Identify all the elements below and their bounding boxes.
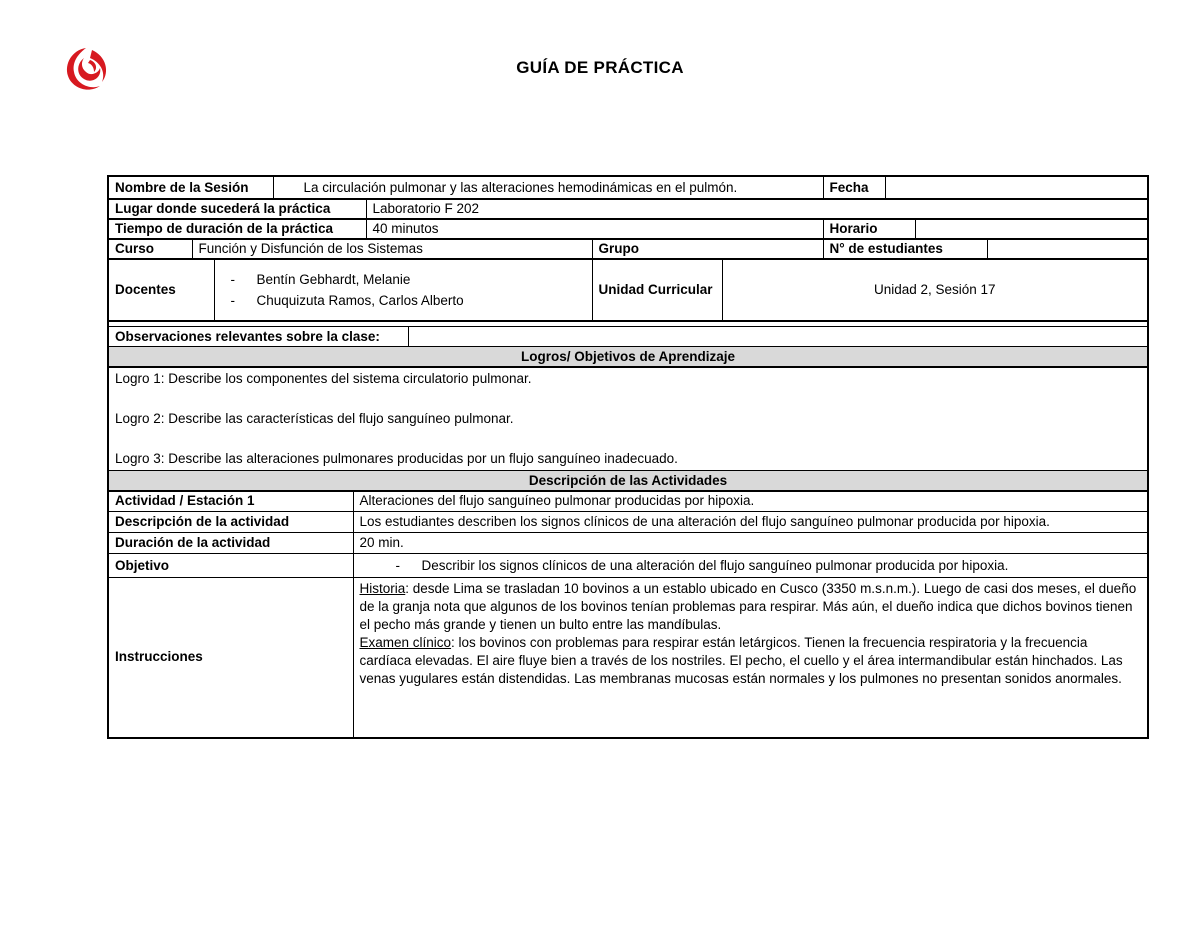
exam-label: Examen clínico bbox=[359, 635, 452, 650]
students-value bbox=[987, 238, 1148, 259]
place-value: Laboratorio F 202 bbox=[366, 198, 1148, 219]
activities-heading-row bbox=[107, 470, 1149, 492]
goal-label: Logro 2: bbox=[115, 411, 165, 426]
teacher-item: - Chuquizuta Ramos, Carlos Alberto bbox=[221, 290, 586, 311]
session-name-label: Nombre de la Sesión bbox=[108, 176, 273, 199]
course-label: Curso bbox=[108, 238, 192, 259]
duration-value: 40 minutos bbox=[366, 218, 823, 239]
teacher-item: - Bentín Gebhardt, Melanie bbox=[221, 269, 586, 290]
instructions-label: Instrucciones bbox=[108, 578, 353, 738]
teachers-list-cell bbox=[214, 258, 592, 321]
goals-row bbox=[107, 366, 1149, 472]
goal-item bbox=[115, 409, 1141, 429]
teachers-list bbox=[221, 269, 586, 311]
place-row bbox=[107, 198, 1149, 220]
teachers-label: Docentes bbox=[108, 258, 214, 321]
goals-heading-row bbox=[107, 346, 1149, 368]
station-label: Actividad / Estación 1 bbox=[108, 491, 353, 512]
history-label: Historia bbox=[359, 581, 406, 596]
unit-label: Unidad Curricular bbox=[592, 258, 722, 321]
place-label: Lugar donde sucederá la práctica bbox=[108, 198, 366, 219]
date-label: Fecha bbox=[823, 176, 885, 199]
goals-cell bbox=[108, 367, 1148, 472]
schedule-label: Horario bbox=[823, 218, 915, 239]
objective-cell bbox=[353, 554, 1148, 578]
activity-duration-value: 20 min. bbox=[353, 533, 1148, 554]
history-text: : desde Lima se trasladan 10 bovinos a un establo ubicado en Cusco (3350 m.s.n.m.). Luego de casi dos meses, el dueño de la granja nota que algunos de los bovinos tenían problemas para respirar. Más aún, el dueño indica que dichos bovinos tienen el pecho más grande y tienen un bulto entre las mandíbulas. bbox=[359, 581, 1137, 632]
duration-label: Tiempo de duración de la práctica bbox=[108, 218, 366, 239]
instructions-cell bbox=[353, 578, 1148, 738]
goal-text: Describe los componentes del sistema circulatorio pulmonar. bbox=[164, 371, 532, 386]
observations-label: Observaciones relevantes sobre la clase: bbox=[108, 327, 408, 348]
activity-duration-label: Duración de la actividad bbox=[108, 533, 353, 554]
goal-text: Describe las características del flujo sanguíneo pulmonar. bbox=[164, 411, 514, 426]
activity-details bbox=[107, 490, 1149, 739]
exam-text: : los bovinos con problemas para respirar están letárgicos. Tienen la frecuencia respiratoria y la frecuencia cardíaca elevadas. El aire fluye bien a través de los nostriles. El pecho, el cuello y el área intermandibular están hinchados. Las venas yugulares están distendidas. Las membranas mucosas están normales y los pulmones no presentan sonidos anormales. bbox=[359, 635, 1123, 686]
practice-guide-document bbox=[107, 175, 1149, 739]
goal-label: Logro 3: bbox=[115, 451, 165, 466]
schedule-value bbox=[915, 218, 1148, 239]
duration-row bbox=[107, 218, 1149, 240]
goal-item bbox=[115, 449, 1141, 469]
course-value: Función y Disfunción de los Sistemas bbox=[192, 238, 592, 259]
goal-item bbox=[115, 369, 1141, 389]
goal-text: Describe las alteraciones pulmonares producidas por un flujo sanguíneo inadecuado. bbox=[164, 451, 678, 466]
objective-item: - Describir los signos clínicos de una alteración del flujo sanguíneo pulmonar producida por hipoxia. bbox=[386, 555, 1142, 576]
group-label: Grupo bbox=[592, 238, 823, 259]
goal-label: Logro 1: bbox=[115, 371, 165, 386]
teachers-row bbox=[107, 258, 1149, 322]
students-label: N° de estudiantes bbox=[823, 238, 987, 259]
goals-heading: Logros/ Objetivos de Aprendizaje bbox=[108, 347, 1148, 368]
activity-description-label: Descripción de la actividad bbox=[108, 512, 353, 533]
activity-description-value: Los estudiantes describen los signos clínicos de una alteración del flujo sanguíneo pulmonar producida por hipoxia. bbox=[353, 512, 1148, 533]
activities-heading: Descripción de las Actividades bbox=[108, 471, 1148, 492]
session-name-value: La circulación pulmonar y las alteraciones hemodinámicas en el pulmón. bbox=[273, 176, 823, 199]
observations-value bbox=[408, 327, 1148, 348]
objective-list bbox=[360, 555, 1142, 576]
station-value: Alteraciones del flujo sanguíneo pulmonar producidas por hipoxia. bbox=[353, 491, 1148, 512]
page-title: GUÍA DE PRÁCTICA bbox=[516, 58, 684, 77]
unit-value: Unidad 2, Sesión 17 bbox=[722, 258, 1148, 321]
session-row bbox=[107, 175, 1149, 200]
observations-row bbox=[107, 326, 1149, 348]
objective-label: Objetivo bbox=[108, 554, 353, 578]
course-row bbox=[107, 238, 1149, 260]
date-value bbox=[885, 176, 1148, 199]
